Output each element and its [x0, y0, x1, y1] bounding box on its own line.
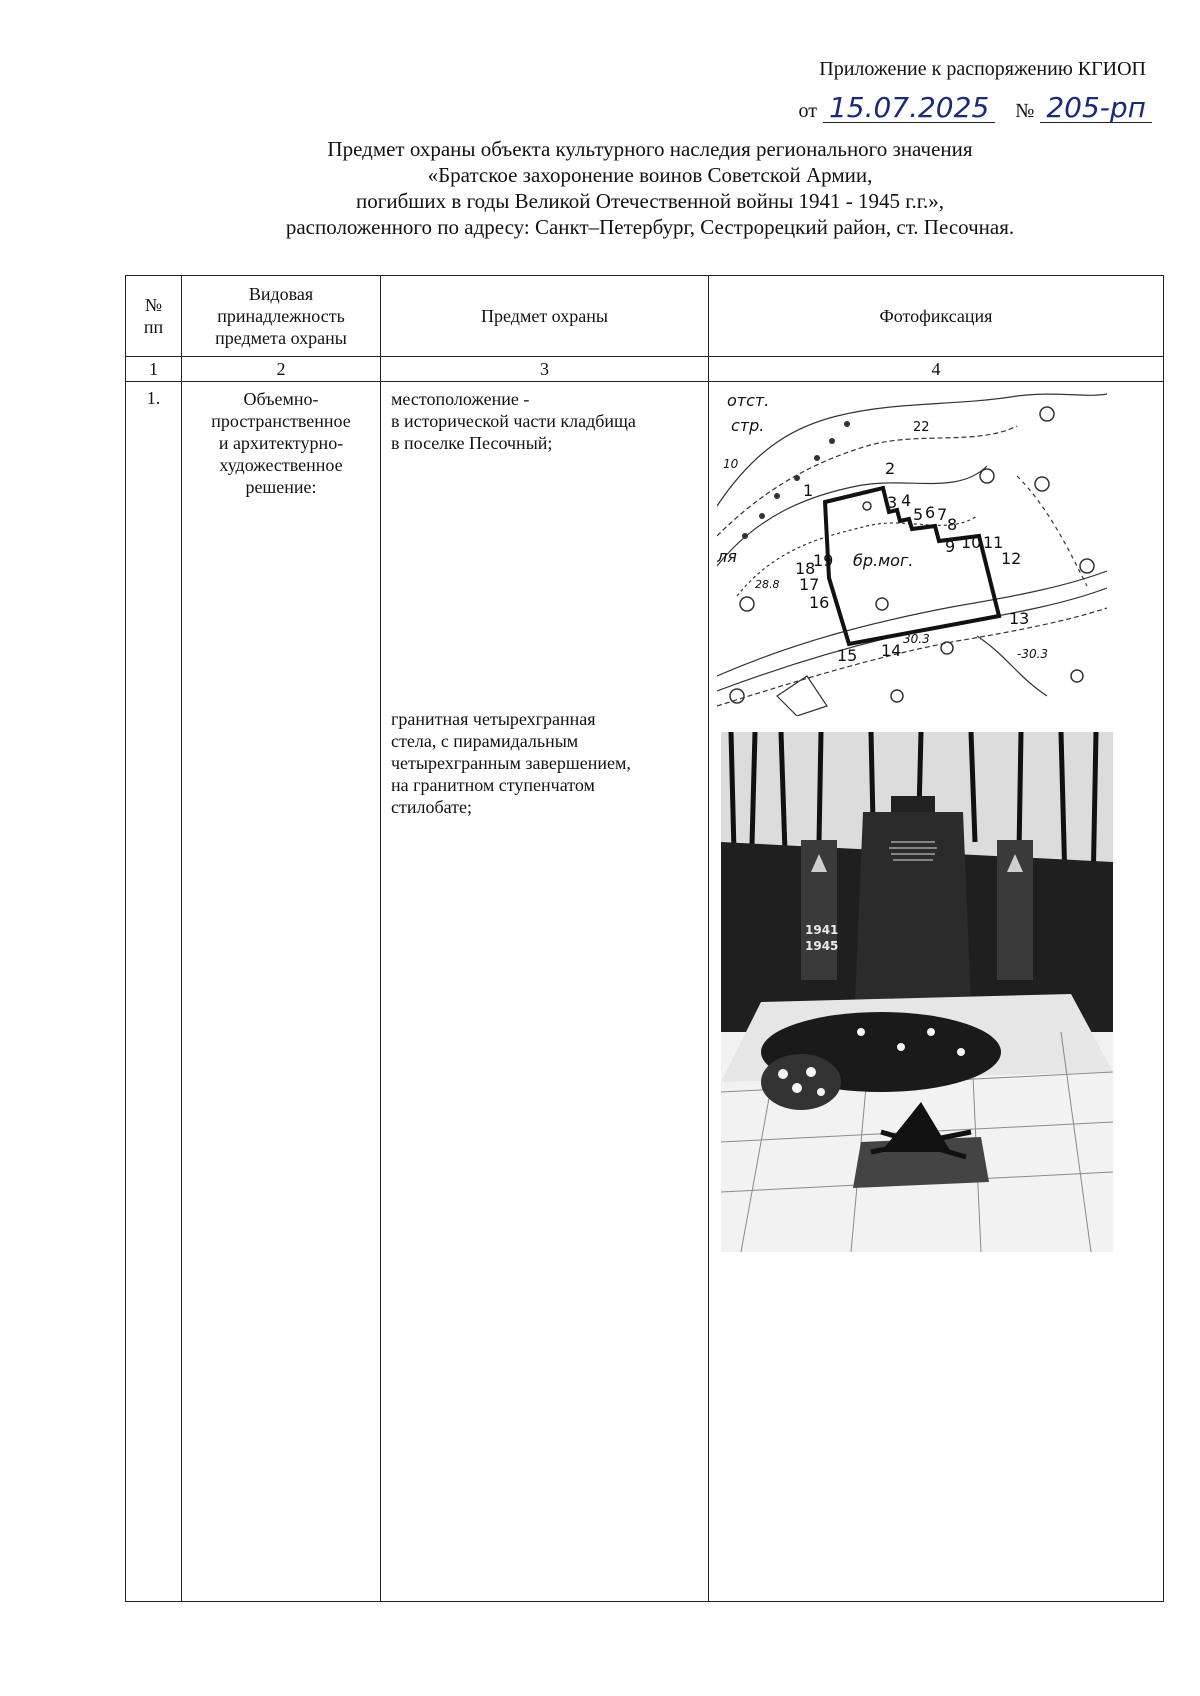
map-label: 22: [913, 420, 930, 435]
map-label: бр.мог.: [853, 551, 914, 570]
map-label: ля: [717, 547, 737, 566]
number-prefix: №: [1015, 100, 1035, 122]
map-label: 9: [945, 537, 956, 556]
map-label: 8: [947, 515, 958, 534]
map-label: 3: [887, 493, 898, 512]
map-label: 10: [961, 533, 982, 552]
order-number: 205-рп: [1040, 94, 1152, 123]
map-label: отст.: [727, 391, 770, 410]
col-num: 3: [381, 357, 709, 382]
site-map: [717, 386, 1107, 716]
col-num: 2: [182, 357, 381, 382]
table-header-row: [126, 276, 1164, 357]
map-label: стр.: [731, 416, 765, 435]
order-line: [798, 91, 1152, 124]
row-number: 1.: [126, 382, 182, 1602]
map-label: 28.8: [755, 578, 780, 591]
col-num: 1: [126, 357, 182, 382]
title-line: погибших в годы Великой Отечественной войны 1941 - 1945 г.г.»,: [355, 189, 944, 213]
order-date: 15.07.2025: [823, 94, 995, 123]
map-label: 4: [901, 491, 912, 510]
map-label: 7: [937, 505, 948, 524]
photo-year-label: 1945: [805, 939, 839, 953]
map-label: -30.3: [1017, 647, 1049, 661]
map-label: 12: [1001, 549, 1022, 568]
item-location: местоположение - в исторической части кладбища в поселке Песочный;: [391, 389, 636, 453]
protection-table: [125, 275, 1164, 1602]
appendix-label: Приложение к распоряжению КГИОП: [819, 58, 1146, 80]
map-label: 10: [723, 457, 739, 471]
col-num: 4: [709, 357, 1164, 382]
column-number-row: [126, 357, 1164, 382]
map-label: 19: [813, 551, 834, 570]
row-type: Объемно- пространственное и архитектурно- художественное решение:: [182, 382, 381, 1602]
map-label: 15: [837, 646, 858, 665]
header-photo: Фотофиксация: [709, 276, 1164, 357]
map-label: 11: [983, 533, 1004, 552]
map-label: 13: [1009, 609, 1030, 628]
map-label: 30.3: [903, 632, 930, 646]
map-label: 6: [925, 503, 936, 522]
map-label: 14: [881, 641, 902, 660]
map-label: 18: [795, 559, 816, 578]
title-line: Предмет охраны объекта культурного наследия регионального значения: [327, 137, 973, 161]
header-subject: Предмет охраны: [381, 276, 709, 357]
title-line: расположенного по адресу: Санкт–Петербург, Сестрорецкий район, ст. Песочная.: [285, 215, 1015, 239]
table-row: [126, 382, 1164, 1602]
map-label: 5: [913, 505, 924, 524]
row-subject: [381, 382, 709, 1602]
row-photos: [709, 382, 1164, 1602]
header-type: Видовая принадлежность предмета охраны: [182, 276, 381, 357]
map-label: 16: [809, 593, 830, 612]
map-label: 17: [799, 575, 820, 594]
document-title: [150, 136, 1150, 240]
header-number: № пп: [126, 276, 182, 357]
memorial-photo: [721, 732, 1113, 1252]
map-label: 1: [803, 481, 814, 500]
item-stele: гранитная четырехгранная стела, с пирамидальным четырехгранным завершением, на гранитном ступенчатом стилобате;: [391, 709, 631, 817]
date-prefix: от: [798, 100, 817, 122]
title-line: «Братское захоронение воинов Советской Армии,: [427, 163, 873, 187]
map-label: 2: [885, 459, 896, 478]
photo-year-label: 1941: [805, 923, 839, 937]
